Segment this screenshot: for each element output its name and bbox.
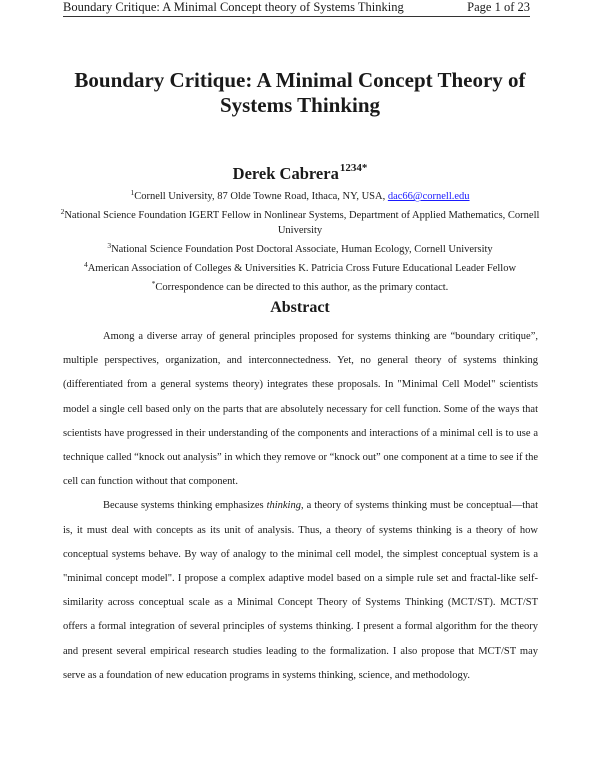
correspondence-note [60,276,540,295]
affiliation-text: Cornell University, 87 Olde Towne Road, Ithaca, NY, USA, [134,191,388,202]
affiliation-3 [60,238,540,257]
author-superscript: 1234* [339,162,368,174]
affiliations [60,185,540,295]
affiliation-mark: 4 [83,260,88,269]
paragraph-text: Because systems thinking emphasizes [103,500,267,512]
affiliation-mark: 1 [130,188,135,197]
paper-title: Boundary Critique: A Minimal Concept Theory of Systems Thinking [74,68,526,117]
affiliation-text: National Science Foundation Post Doctoral Associate, Human Ecology, Cornell University [111,244,493,255]
abstract-paragraph-1: Among a diverse array of general principles proposed for systems thinking are “boundary critique”, multiple perspectives, organization, and interconnectedness. Yet, no general theory of systems thinking (differentiated from a general systems theory) integrates these proposals. In "Minimal Cell Model" scientists model a single cell based only on the parts that are absolutely necessary for cell function. Some of the ways that scientists have progressed in their understanding of the components and interactions of a minimal cell is to use a technique called “knock out analysis” in which they remove or “knock out” one component at a time to see if the cell can function without that component. [63,331,538,488]
affiliation-text: Correspondence can be directed to this author, as the primary contact. [155,282,449,293]
running-header-title: Boundary Critique: A Minimal Concept theory of Systems Thinking [63,0,404,14]
abstract-body [63,325,538,688]
author-line [0,158,600,184]
affiliation-text: American Association of Colleges & Universities K. Patricia Cross Future Educational Leader Fellow [87,263,517,274]
affiliation-mark: 2 [60,207,65,216]
affiliation-mark: 3 [107,241,112,250]
running-header [63,0,530,17]
author-name: Derek Cabrera [232,164,339,183]
affiliation-text: National Science Foundation IGERT Fellow in Nonlinear Systems, Department of Applied Mathematics, Cornell University [64,210,540,236]
page-number: Page 1 of 23 [467,0,530,14]
affiliation-2 [60,204,540,238]
paragraph-text: , a theory of systems thinking must be conceptual—that is, it must deal with concepts as its unit of analysis. Thus, a theory of systems thinking is a theory of how conceptual systems behave. By way of analogy to the minimal cell model, the simplest conceptual system is a "minimal concept model". I propose a complex adaptive model based on a simple rule set and fractal-like self-similarity across conceptual scale as a Minimal Concept Theory of Systems Thinking (MCT/ST). MCT/ST offers a formal integration of several principles of systems thinking. I present a formal algorithm for the theory and present several empirical research studies leading to the formalization. I also propose that MCT/ST may serve as a foundation of new education programs in systems thinking, science, and methodology. [63,500,538,681]
affiliation-4 [60,257,540,276]
email-link[interactable]: dac66@cornell.edu [387,191,470,202]
emphasis-text: thinking [266,500,301,512]
abstract-heading: Abstract [270,299,330,316]
abstract-paragraph-2 [63,494,538,688]
affiliation-1 [60,185,540,204]
affiliation-mark: * [151,279,156,288]
